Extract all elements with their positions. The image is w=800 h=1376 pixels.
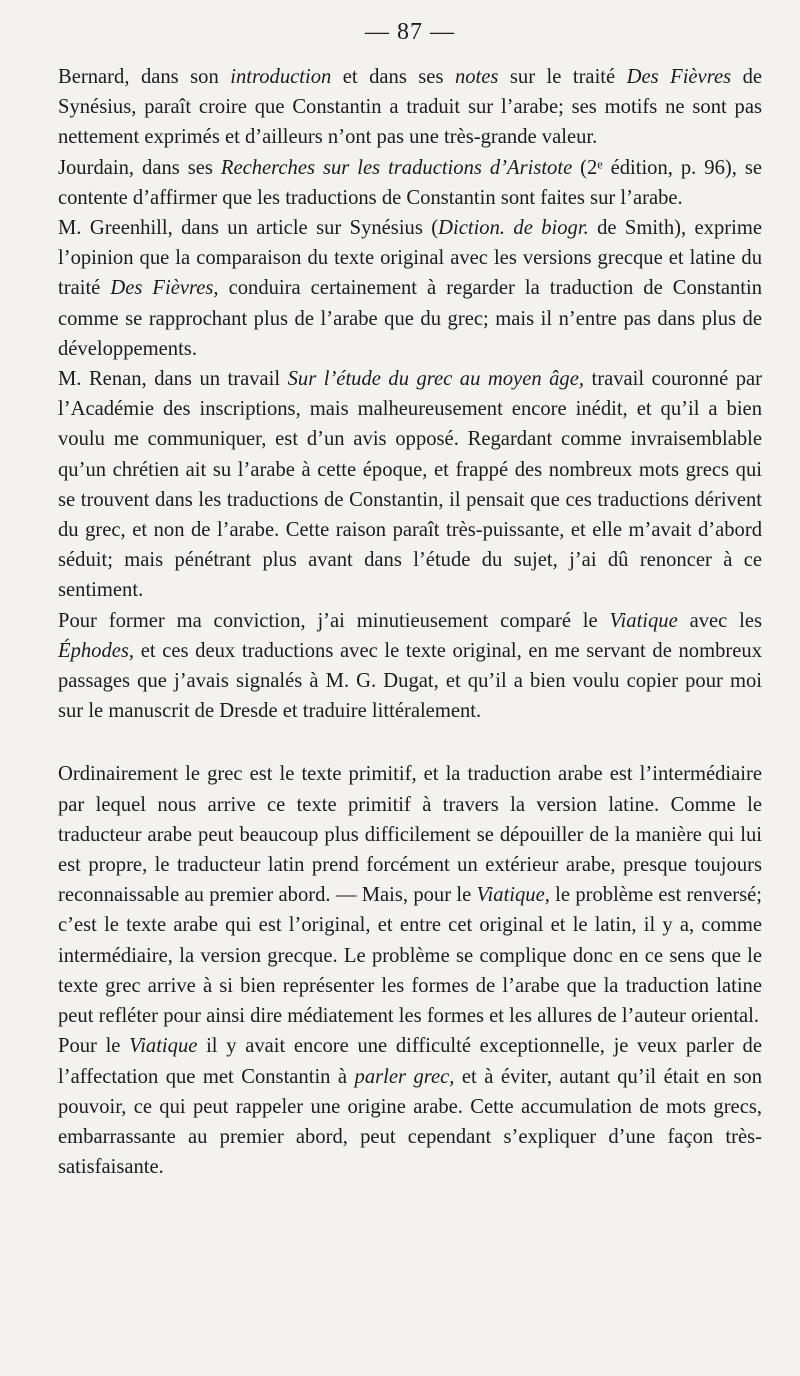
italic-text: Des Fièvres,	[110, 277, 219, 300]
text-run: avec les	[677, 609, 762, 632]
paragraph	[58, 62, 762, 153]
italic-text: parler grec,	[354, 1065, 455, 1088]
italic-text: Diction. de biogr.	[438, 217, 589, 240]
italic-text: Recherches sur les traductions d’Aristote	[220, 156, 573, 179]
paragraph	[58, 153, 762, 213]
italic-text: introduction	[230, 66, 332, 88]
text-run: M. Greenhill, dans un article sur Synésius (	[58, 217, 439, 240]
italic-text: Viatique	[609, 609, 678, 632]
paragraph	[58, 606, 762, 727]
italic-text: Viatique	[129, 1035, 198, 1058]
italic-text: Viatique,	[476, 884, 550, 907]
body-text	[58, 62, 762, 1182]
text-run: conduira certainement à regarder la traduction de Constantin comme se rapprochant plus de l’arabe que du grec; mais il n’entre pas dans plus de développements.	[58, 277, 762, 360]
text-run: sur le traité	[498, 66, 627, 88]
text-run: Pour le	[58, 1035, 130, 1058]
text-run: de Synésius, paraît croire que Constantin a traduit sur l’arabe; ses motifs ne sont pas nettement exprimés et d’ailleurs n’ont pas une très-grande valeur.	[58, 66, 763, 149]
italic-text: notes	[454, 66, 499, 88]
text-run: et ces deux traductions avec le texte original, en me servant de nombreux passages que j’avais signalés à M. G. Dugat, et qu’il a bien voulu copier pour moi sur le manuscrit de Dresde et traduire littéralement.	[58, 639, 762, 723]
text-run: Pour former ma conviction, j’ai minutieusement comparé le	[58, 609, 610, 632]
text-run: travail couronné par l’Académie des inscriptions, mais malheureusement encore inédit, et qu’il a bien voulu me communiquer, est d’un avis opposé. Regardant comme invraisemblable qu’un chrétien ait su l’arabe à cette époque, et frappé des nombreux mots grecs qui se trouvent dans les traductions de Constantin, il pensait que ces traductions dérivent du grec, et non de l’arabe. Cette raison paraît très-puissante, et elle m’avait d’abord séduit; mais pénétrant plus avant dans l’étude du sujet, j’ai dû renoncer à ce sentiment.	[58, 368, 762, 602]
text-run: le problème est renversé; c’est le texte arabe qui est l’original, et entre cet original et le latin, il y a, comme intermédiaire, la version grecque. Le problème se complique donc en ce sens que le texte grec arrive à si bien représenter les formes de l’arabe que la traduction latine peut refléter pour ainsi dire médiatement les formes et les allures de l’auteur oriental.	[58, 884, 762, 1028]
italic-text: Sur l’étude du grec au moyen âge,	[287, 368, 584, 391]
paragraph	[58, 759, 762, 1031]
italic-text: Des Fièvres	[626, 66, 732, 88]
text-run: Ordinairement le grec est le texte primitif, et la traduction arabe est l’intermédiaire par lequel nous arrive ce texte primitif à travers la version latine. Comme le traducteur arabe peut beaucoup plus difficilement se dépouiller de la manière qui lui est propre, le traducteur latin prend forcément un extérieur arabe, presque toujours reconnaissable au premier abord. — Mais, pour le	[58, 763, 762, 907]
paragraph	[58, 1031, 762, 1182]
text-run: M. Renan, dans un travail	[58, 368, 288, 391]
text-run: de Smith), exprime l’opinion que la comparaison du texte original avec les versions grecque et latine du traité	[58, 217, 763, 300]
paragraph	[58, 213, 762, 364]
paragraph	[58, 364, 762, 606]
text-run: et à éviter, autant qu’il était en son pouvoir, ce qui peut rappeler une origine arabe. Cette accumulation de mots grecs, embarrassante au premier abord, peut cependant s’expliquer d’une façon très-satisfaisante.	[58, 1065, 763, 1179]
text-run: (2ᵉ édition, p. 96), se contente d’affirmer que les traductions de Constantin sont faites sur l’arabe.	[58, 156, 762, 209]
text-run: Jourdain, dans ses	[58, 156, 221, 179]
text-run: Bernard, dans son	[58, 66, 231, 88]
italic-text: Éphodes,	[58, 639, 135, 662]
text-run: il y avait encore une difficulté exceptionnelle, je veux parler de l’affectation que met Constantin à	[58, 1035, 762, 1088]
text-run: et dans ses	[331, 66, 455, 88]
page-number: — 87 —	[365, 19, 455, 45]
